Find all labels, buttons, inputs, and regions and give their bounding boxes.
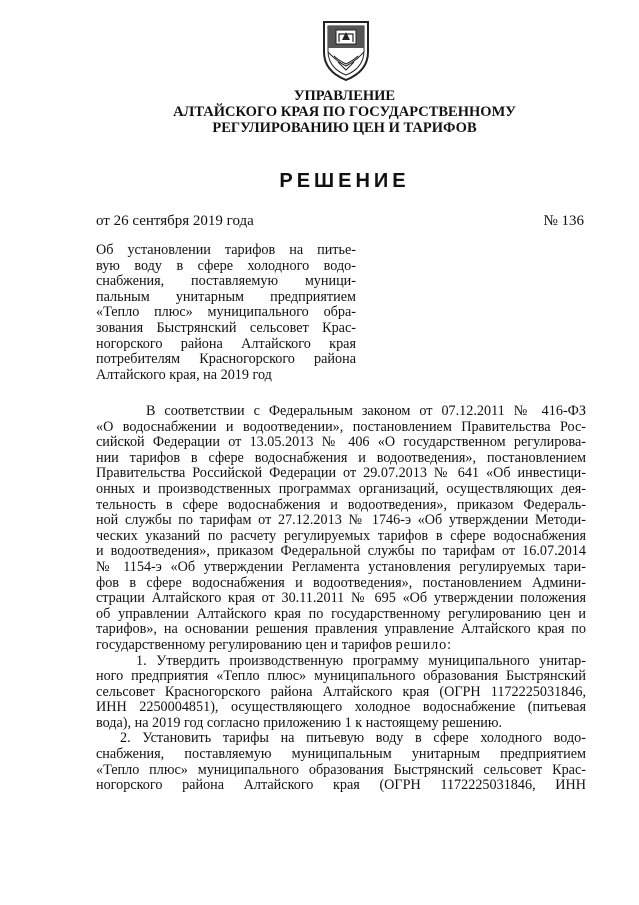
document-title: РЕШЕНИЕ bbox=[279, 170, 410, 192]
document-subject bbox=[96, 243, 356, 383]
body-line: снабжения, поставляемую муниципальным унитарным предприятием bbox=[96, 747, 586, 763]
body-line: ного предприятия «Тепло плюс» муниципального образования Быстрянский bbox=[96, 669, 586, 685]
body-line: В соответствии с Федеральным законом от 07.12.2011 № 416-ФЗ bbox=[146, 404, 586, 419]
body-text: государственному регулированию цен и тарифов bbox=[96, 637, 393, 653]
body-line: 1. Утвердить производственную программу муниципального унитар- bbox=[136, 653, 586, 669]
document-number: № 136 bbox=[543, 213, 584, 229]
subject-line: вую воду в сфере холодного водо- bbox=[96, 258, 356, 274]
body-line: «Тепло плюс» муниципального образования Быстрянский сельсовет Крас- bbox=[96, 762, 586, 778]
body-line: 2. Установить тарифы на питьевую воду в сфере холодного водо- bbox=[120, 731, 586, 747]
body-line: фов в сфере водоснабжения и водоотведения», постановлением Админи- bbox=[96, 575, 586, 591]
body-line: № 1154-э «Об утверждении Регламента установления регулируемых тари- bbox=[96, 559, 586, 575]
document-body bbox=[96, 404, 586, 794]
body-line: тельность в сфере водоснабжения и водоотведения», приказом Федераль- bbox=[96, 497, 586, 513]
organization-header bbox=[0, 88, 639, 136]
subject-line: снабжения, поставляемую муници- bbox=[96, 274, 356, 290]
decision-word: решило: bbox=[395, 637, 452, 653]
body-line: вода), на 2019 год согласно приложению 1 к настоящему решению. bbox=[96, 715, 503, 731]
preamble-paragraph bbox=[96, 404, 586, 654]
body-line: ногорского района Алтайского края (ОГРН 1172225031846, ИНН bbox=[96, 778, 586, 794]
org-line: РЕГУЛИРОВАНИЮ ЦЕН И ТАРИФОВ bbox=[212, 120, 477, 136]
body-line: «О водоснабжении и водоотведении», постановлением Правительства Рос- bbox=[96, 419, 586, 435]
body-line: сельсовет Красногорского района Алтайского края (ОГРН 1172225031846, bbox=[96, 684, 586, 700]
item-2-paragraph bbox=[96, 731, 586, 793]
subject-line: «Тепло плюс» муниципального обра- bbox=[96, 305, 356, 321]
body-line: и водоотведения», приказом Федеральной службы по тарифам от 16.07.2014 bbox=[96, 544, 586, 560]
item-1-paragraph bbox=[96, 654, 586, 732]
subject-line: Алтайского края, на 2019 год bbox=[96, 367, 272, 383]
body-line: ИНН 2250004851), осуществляющего холодное водоснабжение (питьевая bbox=[96, 700, 586, 716]
subject-line: ногорского района Алтайского края bbox=[96, 336, 356, 352]
coat-of-arms-emblem bbox=[318, 18, 374, 82]
document-date: от 26 сентября 2019 года bbox=[96, 213, 254, 229]
org-line: УПРАВЛЕНИЕ bbox=[293, 88, 396, 104]
subject-line: Об установлении тарифов на питье- bbox=[96, 243, 356, 258]
body-line: ной службы по тарифам от 27.12.2013 № 1746-э «Об утверждении Методи- bbox=[96, 513, 586, 529]
org-line: АЛТАЙСКОГО КРАЯ ПО ГОСУДАРСТВЕННОМУ bbox=[173, 104, 516, 120]
body-line: об управлении Алтайского края по государственному регулированию цен и bbox=[96, 606, 586, 622]
subject-line: зования Быстрянский сельсовет Крас- bbox=[96, 320, 356, 336]
body-line bbox=[96, 638, 586, 654]
body-line: онных и производственных программах организаций, осуществляющих дея- bbox=[96, 481, 586, 497]
subject-line: потребителям Красногорского района bbox=[96, 352, 356, 368]
body-line: тарифов», на основании решения правления управление Алтайского края по bbox=[96, 622, 586, 638]
body-line: ческих указаний по расчету регулируемых тарифов в сфере водоснабжения bbox=[96, 528, 586, 544]
body-line: страции Алтайского края от 30.11.2011 № 695 «Об утверждении положения bbox=[96, 591, 586, 607]
body-line: Правительства Российской Федерации от 29.07.2013 № 641 «Об инвестици- bbox=[96, 466, 586, 482]
body-line: нии тарифов в сфере водоснабжения и водоотведения», постановлением bbox=[96, 450, 586, 466]
body-line: сийской Федерации от 13.05.2013 № 406 «О государственном регулирова- bbox=[96, 435, 586, 451]
subject-line: пальным унитарным предприятием bbox=[96, 289, 356, 305]
